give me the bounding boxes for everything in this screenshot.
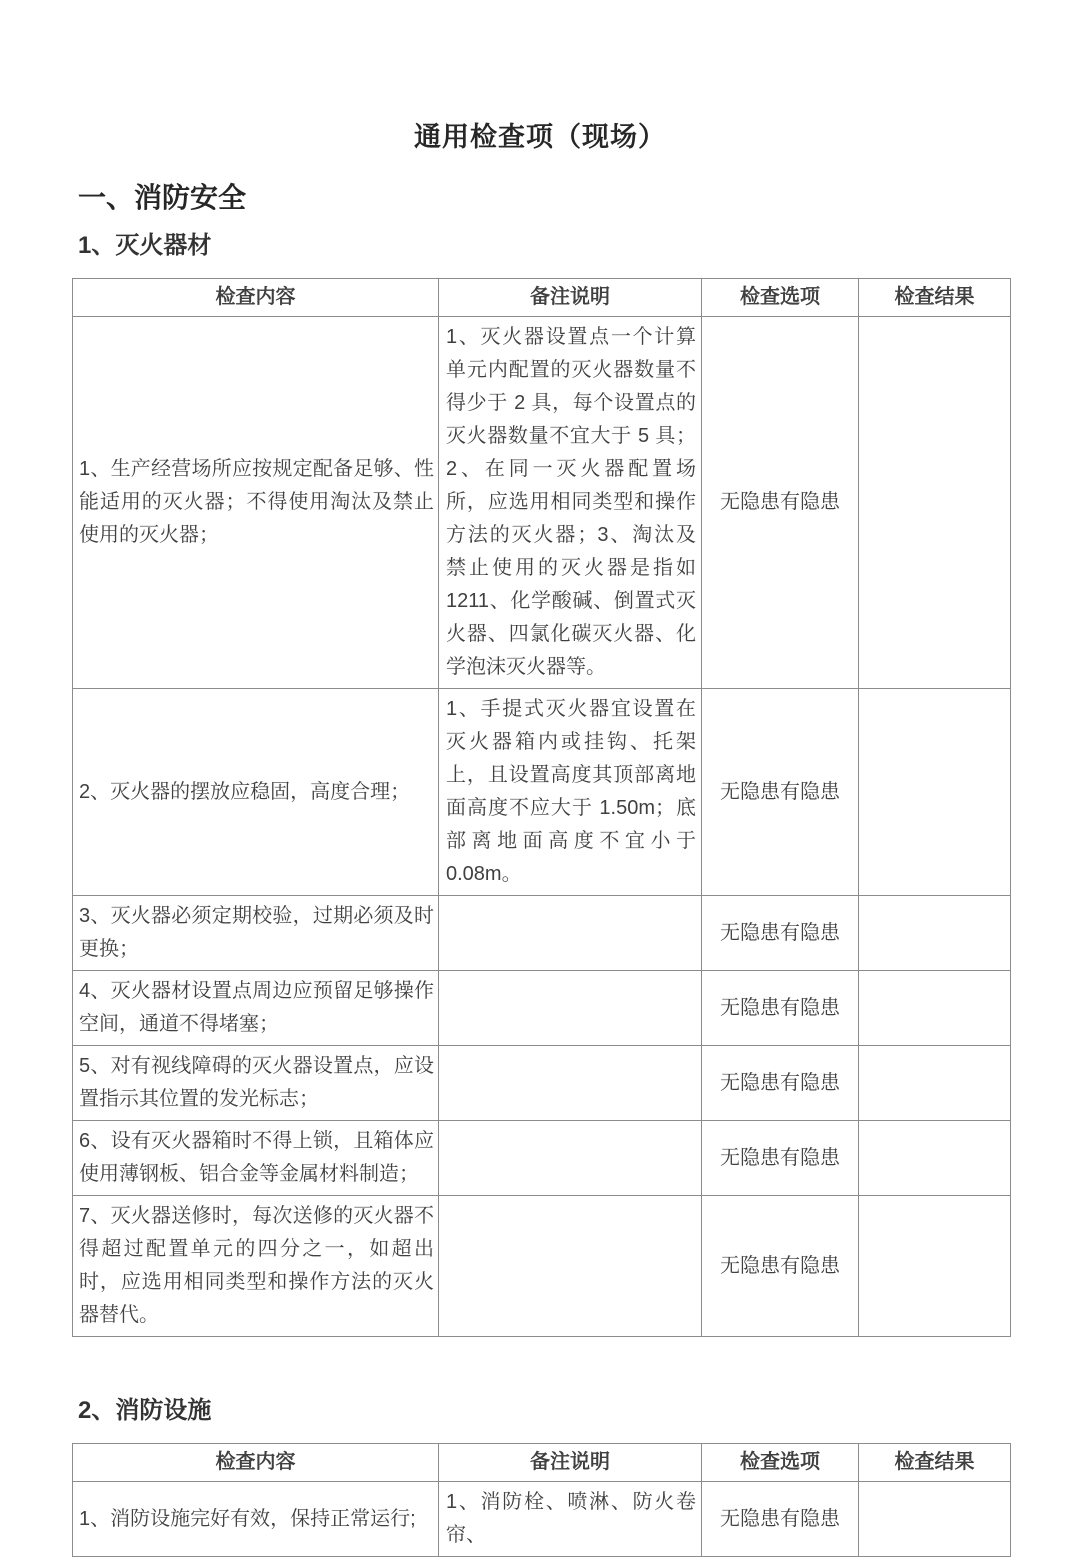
remark-cell: 1、手提式灭火器宜设置在灭火器箱内或挂钩、托架上，且设置高度其顶部离地面高度不应大于 1.50m；底部离地面高度不宜小于 0.08m。 (439, 689, 702, 896)
inspection-content-cell: 1、生产经营场所应按规定配备足够、性能适用的灭火器；不得使用淘汰及禁止使用的灭火器； (73, 317, 439, 689)
header-inspection-content: 检查内容 (73, 1444, 439, 1482)
option-cell: 无隐患有隐患 (702, 971, 859, 1046)
subsection-title-fire-facilities: 2、消防设施 (78, 1397, 212, 1424)
result-cell (859, 1046, 1011, 1121)
header-inspection-content: 检查内容 (73, 279, 439, 317)
remark-cell (439, 1121, 702, 1196)
inspection-content-cell: 1、消防设施完好有效，保持正常运行; (73, 1482, 439, 1557)
remark-cell (439, 896, 702, 971)
option-cell: 无隐患有隐患 (702, 1482, 859, 1557)
table-row (73, 1121, 1011, 1196)
inspection-content-cell: 6、设有灭火器箱时不得上锁，且箱体应使用薄钢板、铝合金等金属材料制造； (73, 1121, 439, 1196)
table-row (73, 317, 1011, 689)
inspection-content-cell: 4、灭火器材设置点周边应预留足够操作空间，通道不得堵塞； (73, 971, 439, 1046)
remark-cell: 1、消防栓、喷淋、防火卷帘、 (439, 1482, 702, 1557)
result-cell (859, 689, 1011, 896)
option-cell: 无隐患有隐患 (702, 1196, 859, 1337)
remark-cell (439, 1196, 702, 1337)
page-title: 通用检查项（现场） (414, 122, 666, 152)
result-cell (859, 971, 1011, 1046)
option-cell: 无隐患有隐患 (702, 1046, 859, 1121)
inspection-content-cell: 5、对有视线障碍的灭火器设置点，应设置指示其位置的发光标志； (73, 1046, 439, 1121)
inspection-content-cell: 3、灭火器必须定期校验，过期必须及时更换； (73, 896, 439, 971)
option-cell: 无隐患有隐患 (702, 1121, 859, 1196)
result-cell (859, 1196, 1011, 1337)
table-header-row (73, 279, 1011, 317)
result-cell (859, 1121, 1011, 1196)
header-inspection-result: 检查结果 (859, 1444, 1011, 1482)
table-row (73, 689, 1011, 896)
option-cell: 无隐患有隐患 (702, 689, 859, 896)
section-title-fire-safety: 一、消防安全 (78, 182, 247, 213)
remark-cell: 1、灭火器设置点一个计算单元内配置的灭火器数量不得少于 2 具，每个设置点的灭火器数量不宜大于 5 具；2、在同一灭火器配置场所，应选用相同类型和操作方法的灭火器；3、淘汰及禁止使用的灭火器是指如 1211、化学酸碱、倒置式灭火器、四氯化碳灭火器、化学泡沫灭火器等。 (439, 317, 702, 689)
table-row (73, 971, 1011, 1046)
header-inspection-options: 检查选项 (702, 1444, 859, 1482)
header-remarks: 备注说明 (439, 1444, 702, 1482)
fire-facilities-inspection-table (72, 1443, 1011, 1557)
result-cell (859, 317, 1011, 689)
remark-cell (439, 971, 702, 1046)
table-header-row (73, 1444, 1011, 1482)
remark-cell (439, 1046, 702, 1121)
result-cell (859, 1482, 1011, 1557)
header-inspection-options: 检查选项 (702, 279, 859, 317)
subsection-title-extinguishers: 1、灭火器材 (78, 232, 212, 259)
table-row (73, 896, 1011, 971)
extinguisher-inspection-table (72, 278, 1011, 1337)
inspection-content-cell: 2、灭火器的摆放应稳固，高度合理； (73, 689, 439, 896)
option-cell: 无隐患有隐患 (702, 896, 859, 971)
result-cell (859, 896, 1011, 971)
header-inspection-result: 检查结果 (859, 279, 1011, 317)
header-remarks: 备注说明 (439, 279, 702, 317)
table-row (73, 1482, 1011, 1557)
inspection-content-cell: 7、灭火器送修时，每次送修的灭火器不得超过配置单元的四分之一，如超出时，应选用相同类型和操作方法的灭火器替代。 (73, 1196, 439, 1337)
table-row (73, 1046, 1011, 1121)
table-row (73, 1196, 1011, 1337)
option-cell: 无隐患有隐患 (702, 317, 859, 689)
